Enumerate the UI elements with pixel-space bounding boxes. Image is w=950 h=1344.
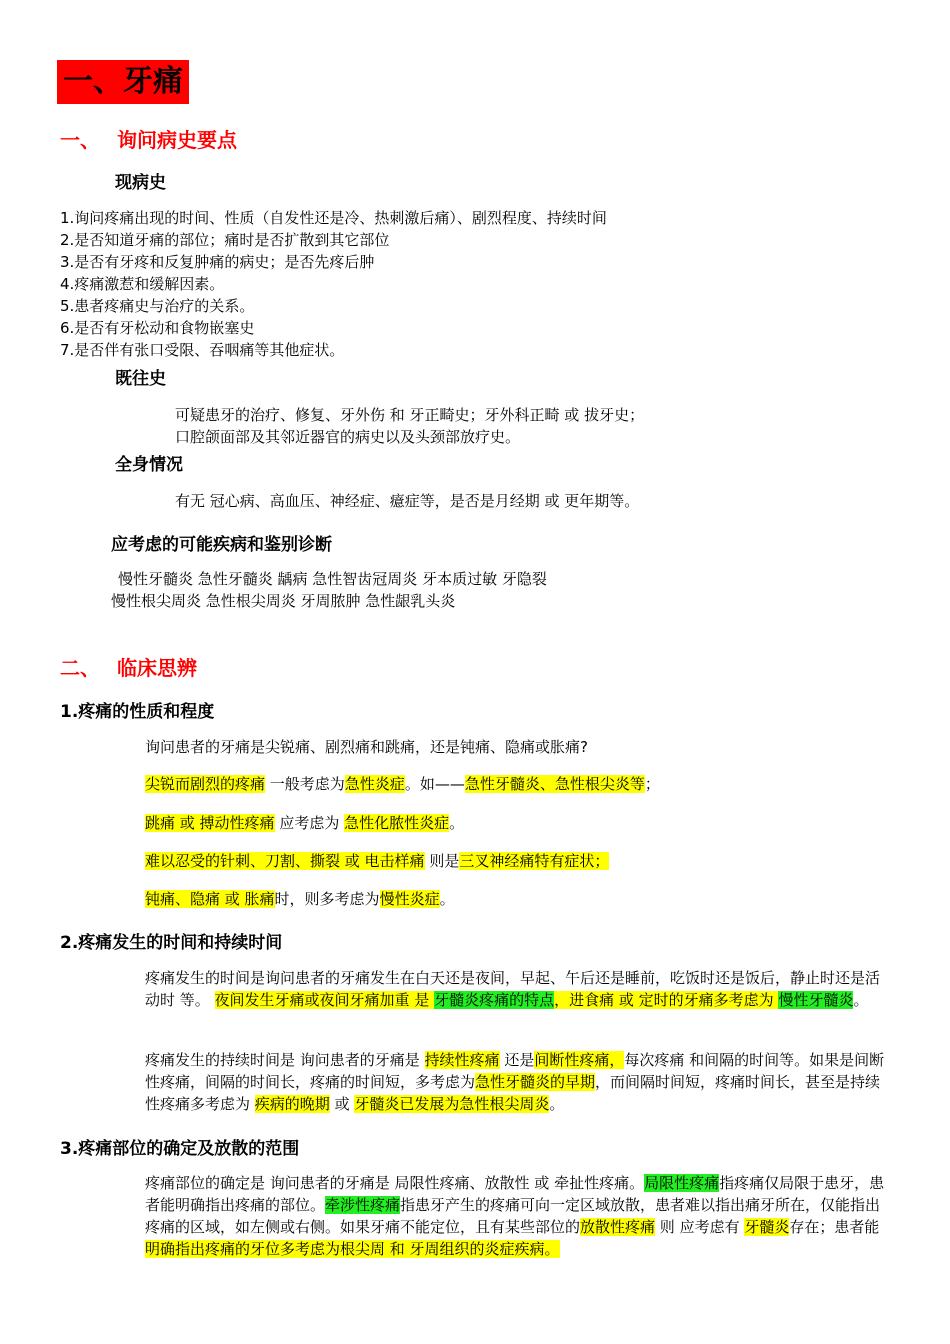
highlight-text: 牙髓炎疼痛的特点	[434, 991, 555, 1009]
plain-text: 。	[853, 991, 869, 1009]
part2-paragraph-1	[145, 967, 885, 1011]
highlight-text: 放散性疼痛	[580, 1218, 656, 1236]
plain-text: 。	[449, 814, 465, 832]
plain-text: 疼痛部位的确定是 询问患者的牙痛是 局限性疼痛、放散性 或 牵扯性疼痛。	[145, 1174, 645, 1192]
plain-text: 疼痛发生的时间是询问患者的牙痛发生在白天还是夜间，早起、午后还是睡前，吃饭时还是饭后，静止时还是活动时 等。	[145, 969, 881, 1009]
plain-text: 则是	[424, 852, 460, 870]
highlight-text: 难以忍受的针刺、刀割、撕裂 或 电击样痛	[145, 852, 425, 870]
diagnosis-label: 应考虑的可能疾病和鉴别诊断	[111, 535, 332, 555]
part1-line-4	[145, 888, 455, 910]
list-item: 4.疼痛激惹和缓解因素。	[60, 275, 225, 293]
highlight-text: 明确指出疼痛的牙位多考虑为根尖周 和 牙周组织的炎症疾病。	[145, 1240, 560, 1258]
past-history-text	[175, 404, 644, 448]
general-condition-text: 有无 冠心病、高血压、神经症、癔症等，是否是月经期 或 更年期等。	[175, 492, 640, 510]
highlight-text: ，进食痛 或 定时的牙痛多考虑为	[554, 991, 779, 1009]
part1-line-3	[145, 850, 609, 872]
part1-question: 询问患者的牙痛是尖锐痛、剧烈痛和跳痛，还是钝痛、隐痛或胀痛?	[145, 738, 588, 756]
section2-heading: 临床思辨	[117, 656, 197, 680]
plain-text: 应考虑为	[274, 814, 345, 832]
list-item: 5.患者疼痛史与治疗的关系。	[60, 297, 255, 315]
highlight-text: 急性化脓性炎症	[344, 814, 450, 832]
list-item: 2.是否知道牙痛的部位；痛时是否扩散到其它部位	[60, 231, 390, 249]
plain-text: 指疼痛仅局限于患牙，患者能明确指出疼痛的部位。	[145, 1174, 885, 1214]
plain-text: 。如——	[404, 775, 465, 793]
highlight-text: 慢性牙髓炎	[778, 991, 854, 1009]
section2-number: 二、	[60, 656, 100, 680]
present-history-label: 现病史	[115, 173, 166, 193]
highlight-text: 牙髓炎	[744, 1218, 790, 1236]
part1-label: 1.疼痛的性质和程度	[60, 702, 215, 722]
general-condition-label: 全身情况	[115, 455, 183, 475]
page-title: 一、牙痛	[57, 60, 189, 104]
past-history-line: 口腔颌面部及其邻近器官的病史以及头颈部放疗史。	[175, 428, 521, 446]
plain-text: 则 应考虑有	[655, 1218, 745, 1236]
highlight-text: 持续性疼痛	[424, 1051, 500, 1069]
plain-text: ，而间隔时间短，疼痛时间长，甚至是持续性疼痛多考虑为	[145, 1073, 881, 1113]
section1-number: 一、	[60, 128, 100, 152]
plain-text: ；	[644, 775, 660, 793]
present-history-list	[60, 207, 607, 361]
plain-text: 还是	[499, 1051, 535, 1069]
highlight-text: 牙髓炎已发展为急性根尖周炎	[354, 1095, 550, 1113]
plain-text: 每次疼痛 和间隔的时间等。如果是间断性疼痛，间隔的时间长，疼痛的时间短，多考虑为	[145, 1051, 885, 1091]
plain-text: 时，则多考虑为	[274, 890, 380, 908]
highlight-text: 疾病的晚期	[254, 1095, 330, 1113]
highlight-text: 急性炎症	[344, 775, 405, 793]
past-history-line: 可疑患牙的治疗、修复、牙外伤 和 牙正畸史；牙外科正畸 或 拔牙史；	[175, 406, 645, 424]
highlight-text: 跳痛 或 搏动性疼痛	[145, 814, 275, 832]
highlight-text: 急性牙髓炎、急性根尖炎等	[464, 775, 645, 793]
highlight-text: 急性牙髓炎的早期	[475, 1073, 596, 1091]
part2-paragraph-2	[145, 1049, 885, 1115]
highlight-text: 夜间发生牙痛或夜间牙痛加重	[214, 991, 410, 1009]
highlight-text: 尖锐而剧烈的疼痛	[145, 775, 266, 793]
highlight-text: 钝痛、隐痛 或 胀痛	[145, 890, 275, 908]
part1-line-2	[145, 812, 464, 834]
highlight-text: 三叉神经痛特有症状；	[459, 852, 610, 870]
plain-text: 疼痛发生的持续时间是 询问患者的牙痛是	[145, 1051, 425, 1069]
plain-text: 。	[549, 1095, 565, 1113]
list-item: 3.是否有牙疼和反复肿痛的病史；是否先疼后肿	[60, 253, 375, 271]
part3-paragraph	[145, 1172, 885, 1260]
part2-label: 2.疼痛发生的时间和持续时间	[60, 933, 283, 953]
plain-text: 。	[439, 890, 455, 908]
part1-line-1	[145, 773, 660, 795]
list-item: 6.是否有牙松动和食物嵌塞史	[60, 319, 255, 337]
highlight-text: 局限性疼痛	[644, 1174, 720, 1192]
list-item: 1.询问疼痛出现的时间、性质（自发性还是冷、热刺激后痛）、剧烈程度、持续时间	[60, 209, 607, 227]
diagnosis-line-2: 慢性根尖周炎 急性根尖周炎 牙周脓肿 急性龈乳头炎	[111, 592, 456, 610]
highlight-text: 慢性炎症	[379, 890, 440, 908]
plain-text: 一般考虑为	[265, 775, 345, 793]
section1-heading: 询问病史要点	[117, 128, 237, 152]
highlight-text: 是	[409, 991, 435, 1009]
plain-text: 存在；患者能	[789, 1218, 880, 1236]
past-history-label: 既往史	[115, 369, 166, 389]
part3-label: 3.疼痛部位的确定及放散的范围	[60, 1139, 300, 1159]
list-item: 7.是否伴有张口受限、吞咽痛等其他症状。	[60, 341, 345, 359]
highlight-text: 牵涉性疼痛	[325, 1196, 401, 1214]
highlight-text: 间断性疼痛，	[534, 1051, 625, 1069]
plain-text: 指患牙产生的疼痛可向一定区域放散，患者难以指出痛牙所在，仅能指出疼痛的区域，如左侧或右侧。如果牙痛不能定位，且有某些部位的	[145, 1196, 881, 1236]
plain-text: 或	[329, 1095, 355, 1113]
diagnosis-line-1: 慢性牙髓炎 急性牙髓炎 龋病 急性智齿冠周炎 牙本质过敏 牙隐裂	[118, 570, 547, 588]
